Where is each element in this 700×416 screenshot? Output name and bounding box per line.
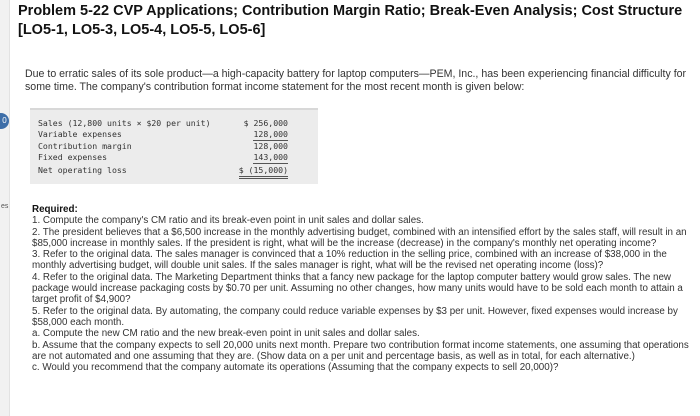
statement-value: $ 256,000 xyxy=(243,118,288,128)
statement-row-fixed-expenses xyxy=(38,151,310,163)
statement-value: 128,000 xyxy=(253,141,288,151)
required-section xyxy=(32,204,692,373)
income-statement xyxy=(30,108,318,184)
question-badge[interactable]: 0 xyxy=(0,113,9,129)
statement-label: Net operating loss xyxy=(38,165,127,175)
required-item: 2. The president believes that a $6,500 increase in the monthly advertising budget, combined with an intensified effort by the sales staff, will result in an $85,000 increase in monthly sales. If the president is right, what will be the increase (decrease) in the company's monthly net operating income? xyxy=(32,226,687,249)
statement-row-variable-expenses xyxy=(38,128,310,140)
statement-value: 143,000 xyxy=(253,152,288,162)
statement-label: Sales (12,800 units × $20 per unit) xyxy=(38,118,211,128)
statement-label: Variable expenses xyxy=(38,129,122,139)
statement-label: Fixed expenses xyxy=(38,152,108,162)
statement-value: $ (15,000) xyxy=(239,164,288,179)
statement-value: 128,000 xyxy=(253,129,288,139)
required-item: 4. Refer to the original data. The Marketing Department thinks that a fancy new package for the laptop computer battery would grow sales. The new package would increase packaging costs by $0.70 per unit. Assuming no other changes, how many units would have to be sold each month to attain a target profit of $4,900? xyxy=(32,271,683,306)
statement-label: Contribution margin xyxy=(38,141,132,151)
required-item: 1. Compute the company's CM ratio and its break-even point in unit sales and dollar sales. xyxy=(32,215,424,227)
required-item: b. Assume that the company expects to sell 20,000 units next month. Prepare two contribution format income statements, one assuming that operations are not automated and one assuming that they are. (Show data on a per unit and percentage basis, as well as in total, for each alternative.) xyxy=(32,339,689,362)
required-item: a. Compute the new CM ratio and the new break-even point in unit sales and dollar sales. xyxy=(32,328,420,340)
problem-intro: Due to erratic sales of its sole product—a high-capacity battery for laptop computers—PEM, Inc., has been experiencing financial difficulty for some time. The company's contribution format income statement for the most recent month is given below: xyxy=(25,68,687,93)
required-item: 5. Refer to the original data. By automating, the company could reduce variable expenses by $3 per unit. However, fixed expenses would increase by $58,000 each month. xyxy=(32,305,678,328)
required-heading: Required: xyxy=(32,204,78,215)
problem-title: Problem 5-22 CVP Applications; Contribution Margin Ratio; Break-Even Analysis; Cost Structure [LO5-1, LO5-3, LO5-4, LO5-5, LO5-6] xyxy=(18,3,683,38)
sidebar-mark: es xyxy=(1,203,9,210)
statement-row-net-operating-loss xyxy=(38,164,310,176)
required-item: 3. Refer to the original data. The sales manager is convinced that a 10% reduction in the selling price, combined with an increase of $38,000 in the monthly advertising budget, will double unit sales. If the sales manager is right, what will be the revised net operating income (loss)? xyxy=(32,249,667,272)
required-item: c. Would you recommend that the company automate its operations (Assuming that the company expects to sell 20,000)? xyxy=(32,362,559,374)
left-sidebar-strip xyxy=(0,0,10,416)
